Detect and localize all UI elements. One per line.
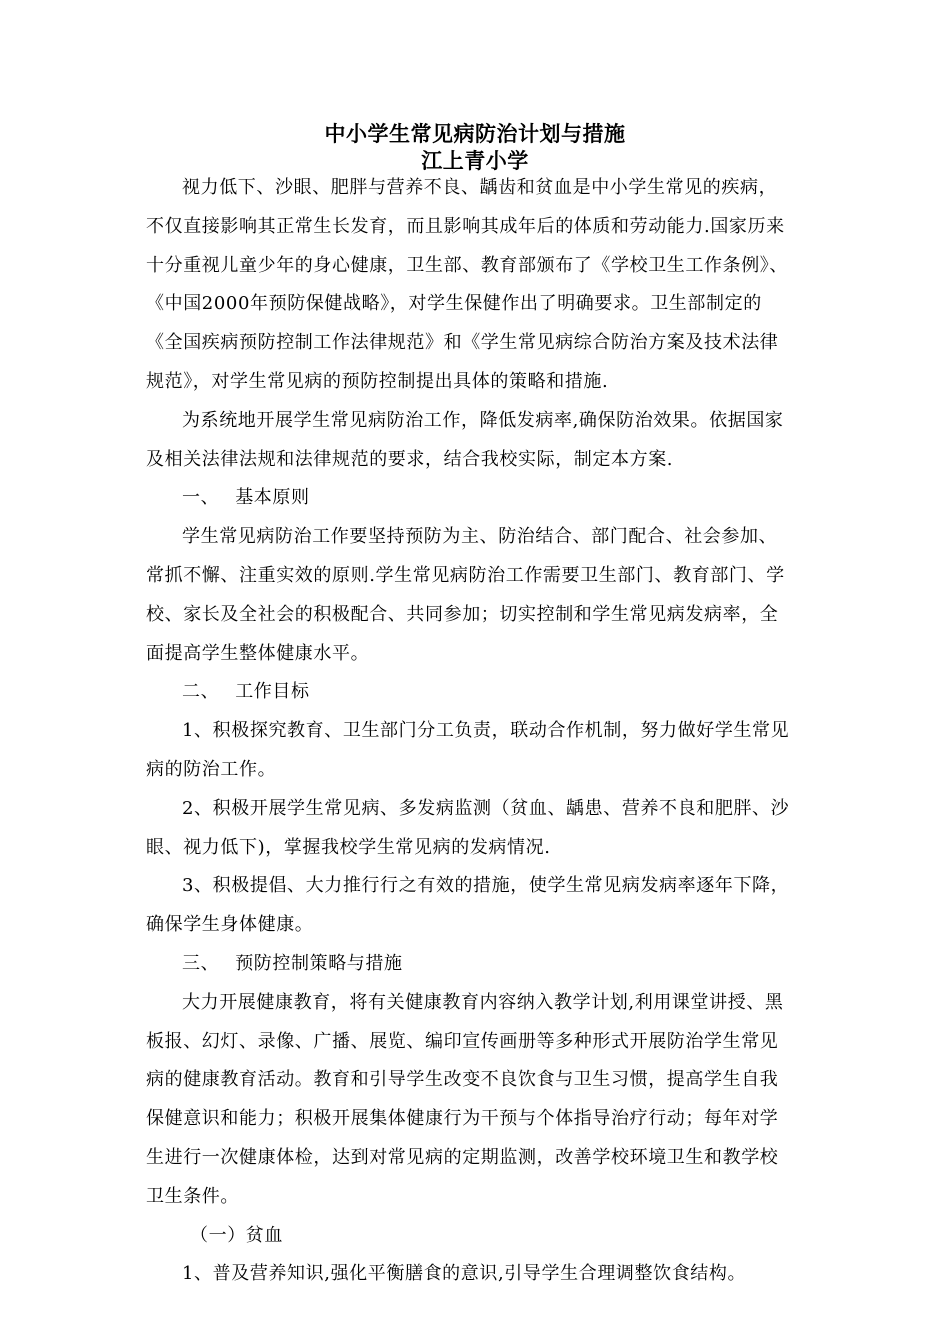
goal-item [146, 712, 806, 790]
subsection-heading-anemia: （一）贫血 [190, 1224, 283, 1246]
section-number: 三、 [182, 952, 220, 974]
intro-line: 不仅直接影响其正常生长发育，而且影响其成年后的体质和劳动能力.国家历来 [146, 215, 785, 237]
measures-line: 病的健康教育活动。教育和引导学生改变不良饮食与卫生习惯，提高学生自我 [146, 1069, 779, 1091]
principles-line: 常抓不懈、注重实效的原则.学生常见病防治工作需要卫生部门、教育部门、学 [146, 564, 785, 586]
measures-line: 生进行一次健康体检，达到对常见病的定期监测，改善学校环境卫生和教学校 [146, 1146, 779, 1168]
document-body [146, 169, 806, 1294]
goal-item [146, 867, 806, 945]
principles-paragraph [146, 518, 806, 673]
purpose-line: 及相关法律法规和法律规范的要求，结合我校实际，制定本方案. [146, 448, 674, 470]
measures-line: 卫生条件。 [146, 1185, 239, 1207]
goal-line: 眼、视力低下)，掌握我校学生常见病的发病情况. [146, 836, 551, 858]
title-block [0, 121, 950, 175]
purpose-paragraph [146, 402, 806, 480]
goal-line: 病的防治工作。 [146, 758, 277, 780]
intro-line: 视力低下、沙眼、肥胖与营养不良、龋齿和贫血是中小学生常见的疾病， [182, 177, 778, 198]
measures-line: 保健意识和能力；积极开展集体健康行为干预与个体指导治疗行动；每年对学 [146, 1108, 779, 1130]
section-heading-goals [146, 673, 806, 712]
measures-line: 板报、幻灯、录像、广播、展览、编印宣传画册等多种形式开展防治学生常见 [146, 1030, 779, 1052]
goal-line: 1、积极探究教育、卫生部门分工负责，联动合作机制，努力做好学生常见 [182, 720, 790, 742]
section-number: 一、 [182, 487, 220, 509]
intro-line: 《中国2000年预防保健战略》，对学生保健作出了明确要求。卫生部制定的 [146, 293, 762, 315]
section-heading-principles [146, 479, 806, 518]
section-title: 预防控制策略与措施 [235, 952, 403, 974]
goal-line: 2、积极开展学生常见病、多发病监测（贫血、龋患、营养不良和肥胖、沙 [182, 797, 790, 819]
section-number: 二、 [182, 681, 220, 703]
principles-line: 学生常见病防治工作要坚持预防为主、防治结合、部门配合、社会参加、 [182, 526, 778, 548]
document-title: 中小学生常见病防治计划与措施 [324, 122, 626, 146]
section-heading-measures [146, 945, 806, 984]
measures-line: 大力开展健康教育，将有关健康教育内容纳入教学计划,利用课堂讲授、黑 [182, 991, 784, 1013]
document-subtitle: 江上青小学 [421, 149, 529, 173]
goal-line: 确保学生身体健康。 [146, 914, 314, 936]
intro-paragraph [146, 169, 806, 402]
intro-line: 规范》，对学生常见病的预防控制提出具体的策略和措施. [146, 370, 609, 392]
goal-line: 3、积极提倡、大力推行行之有效的措施，使学生常见病发病率逐年下降， [182, 875, 790, 897]
goal-item [146, 790, 806, 868]
section-title: 基本原则 [235, 487, 310, 509]
section-title: 工作目标 [235, 681, 310, 703]
intro-line: 《全国疾病预防控制工作法律规范》和《学生常见病综合防治方案及技术法律 [146, 332, 779, 354]
intro-line: 十分重视儿童少年的身心健康，卫生部、教育部颁布了《学校卫生工作条例》、 [146, 254, 788, 276]
principles-line: 校、家长及全社会的积极配合、共同参加；切实控制和学生常见病发病率，全 [146, 603, 779, 625]
anemia-line: 1、普及营养知识,强化平衡膳食的意识,引导学生合理调整饮食结构。 [182, 1263, 747, 1285]
anemia-item [146, 1255, 806, 1294]
principles-line: 面提高学生整体健康水平。 [146, 642, 370, 664]
measures-paragraph [146, 984, 806, 1217]
purpose-line: 为系统地开展学生常见病防治工作，降低发病率,确保防治效果。依据国家 [182, 409, 784, 431]
